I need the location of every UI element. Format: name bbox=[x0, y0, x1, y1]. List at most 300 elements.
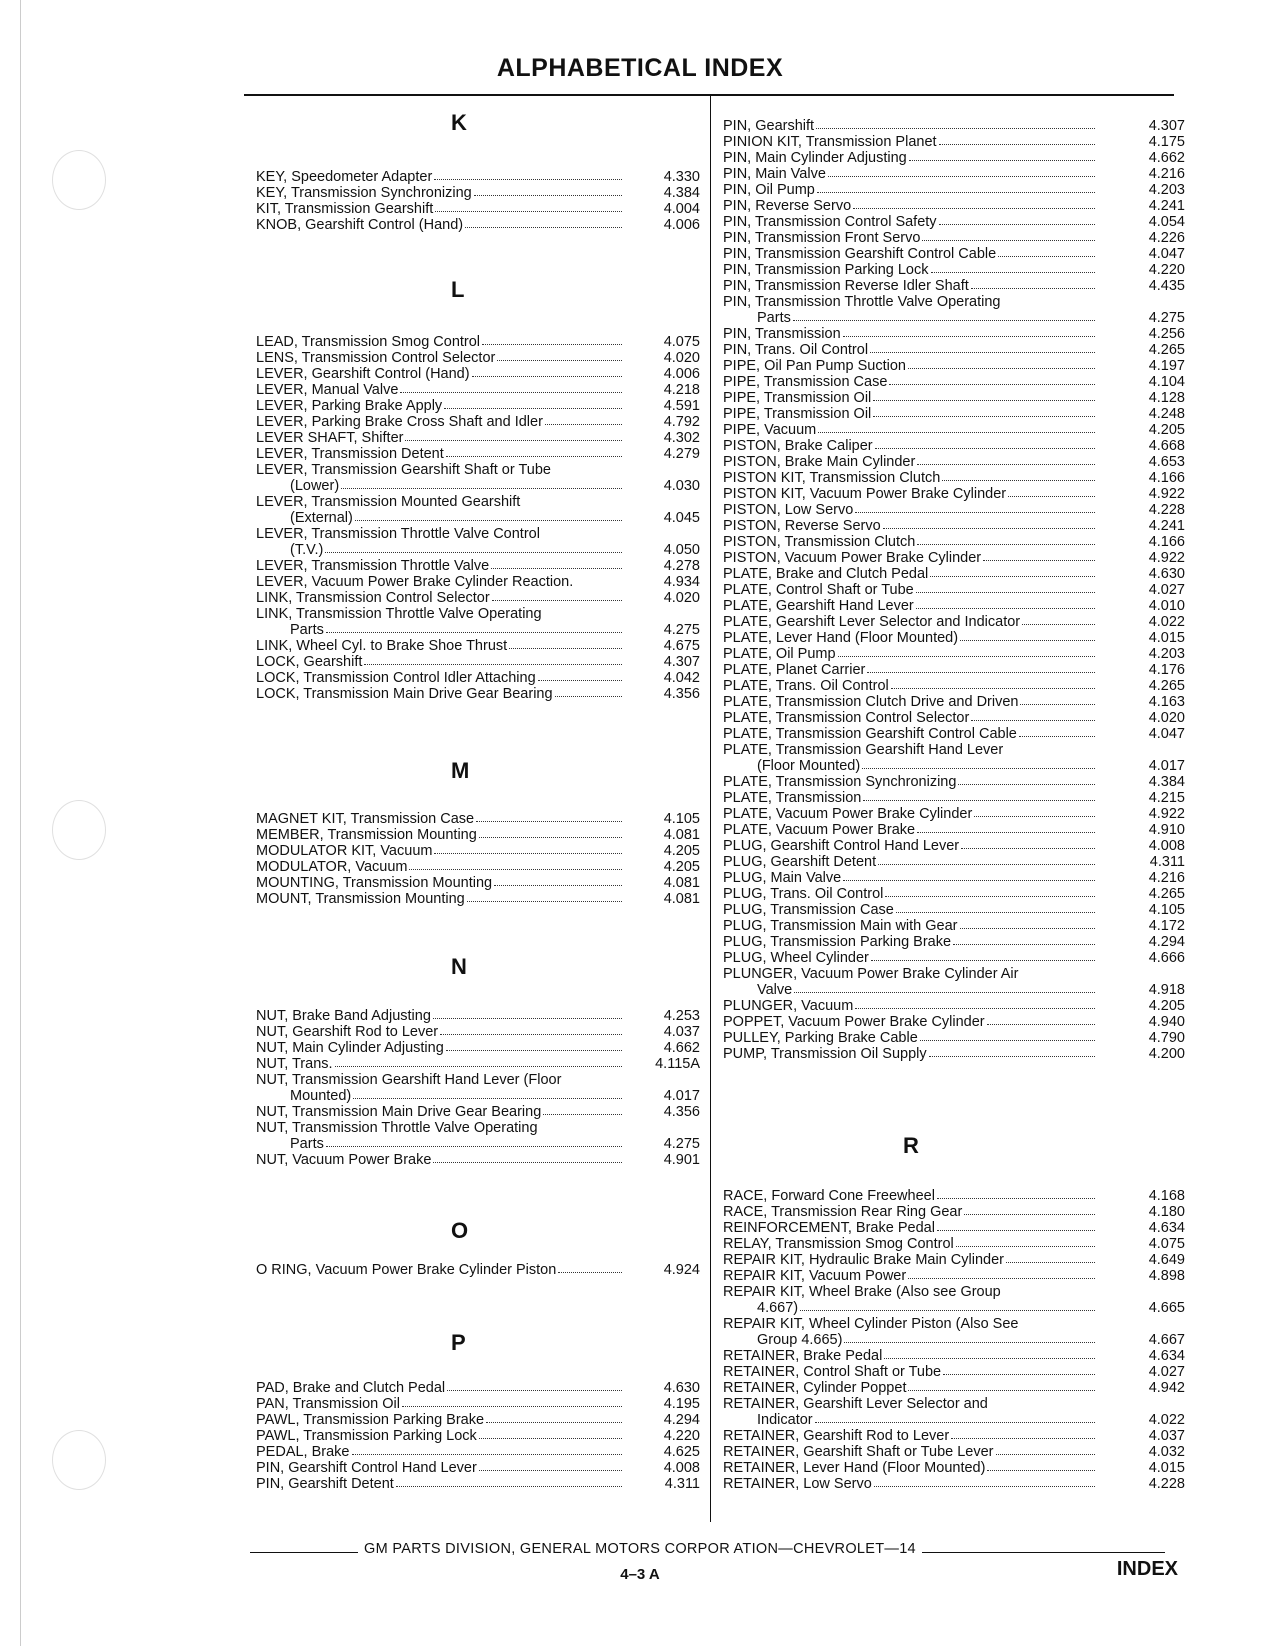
section-letter-l: L bbox=[451, 277, 465, 302]
section-letter-m: M bbox=[451, 758, 470, 783]
entry-page-ref: 4.241 bbox=[1148, 518, 1185, 534]
entry-page-ref: 4.384 bbox=[663, 185, 700, 201]
entry-page-ref: 4.275 bbox=[663, 1136, 700, 1152]
footer-text: GM PARTS DIVISION, GENERAL MOTORS CORPOR ATION—CHEVROLET—14 bbox=[358, 1541, 922, 1557]
leader-dots bbox=[943, 1374, 1095, 1375]
leader-dots bbox=[465, 227, 622, 228]
leader-dots bbox=[971, 288, 1095, 289]
index-entry bbox=[723, 550, 1185, 566]
leader-dots bbox=[996, 1454, 1095, 1455]
entry-page-ref: 4.015 bbox=[1148, 1460, 1185, 1476]
entry-text: REINFORCEMENT, Brake Pedal bbox=[723, 1220, 935, 1236]
entry-text: PISTON, Vacuum Power Brake Cylinder bbox=[723, 550, 982, 566]
leader-dots bbox=[998, 256, 1095, 257]
leader-dots bbox=[855, 512, 1095, 513]
entry-text: PLATE, Transmission Gearshift Hand Lever bbox=[723, 742, 1004, 758]
index-entry bbox=[723, 166, 1185, 182]
index-entry bbox=[723, 1380, 1185, 1396]
index-entry bbox=[256, 350, 702, 366]
leader-dots bbox=[433, 1018, 622, 1019]
entry-page-ref: 4.307 bbox=[663, 654, 700, 670]
entry-text: PISTON, Low Servo bbox=[723, 502, 854, 518]
entry-page-ref: 4.275 bbox=[663, 622, 700, 638]
leader-dots bbox=[446, 456, 622, 457]
entry-text: Parts bbox=[290, 1136, 324, 1152]
leader-dots bbox=[873, 416, 1095, 417]
entry-page-ref: 4.205 bbox=[1148, 422, 1185, 438]
entry-text: (T.V.) bbox=[290, 542, 324, 558]
entry-text: PIN, Gearshift bbox=[723, 118, 815, 134]
index-entry bbox=[723, 534, 1185, 550]
section-letter-r: R bbox=[903, 1133, 919, 1158]
entry-page-ref: 4.667 bbox=[1148, 1332, 1185, 1348]
leader-dots bbox=[352, 1454, 622, 1455]
index-entry bbox=[723, 518, 1185, 534]
entry-page-ref: 4.017 bbox=[663, 1088, 700, 1104]
leader-dots bbox=[492, 600, 622, 601]
entry-text: LEVER, Transmission Throttle Valve Control bbox=[256, 526, 540, 542]
entry-page-ref: 4.203 bbox=[1148, 182, 1185, 198]
leader-dots bbox=[818, 432, 1095, 433]
leader-dots bbox=[961, 848, 1095, 849]
entry-text: Group 4.665) bbox=[757, 1332, 843, 1348]
entry-text: PLATE, Control Shaft or Tube bbox=[723, 582, 914, 598]
entry-page-ref: 4.030 bbox=[663, 478, 700, 494]
index-entry bbox=[256, 398, 702, 414]
leader-dots bbox=[538, 680, 622, 681]
entry-page-ref: 4.625 bbox=[663, 1444, 700, 1460]
entry-page-ref: 4.630 bbox=[663, 1380, 700, 1396]
index-entry bbox=[723, 806, 1185, 822]
index-entry bbox=[723, 1316, 1185, 1332]
entry-page-ref: 4.790 bbox=[1148, 1030, 1185, 1046]
entry-text: PULLEY, Parking Brake Cable bbox=[723, 1030, 918, 1046]
leader-dots bbox=[889, 384, 1095, 385]
entry-page-ref: 4.081 bbox=[663, 827, 700, 843]
leader-dots bbox=[875, 448, 1095, 449]
entry-text: MOUNTING, Transmission Mounting bbox=[256, 875, 493, 891]
leader-dots bbox=[479, 1470, 622, 1471]
entry-page-ref: 4.942 bbox=[1148, 1380, 1185, 1396]
entry-text: PIN, Transmission Throttle Valve Operating bbox=[723, 294, 1001, 310]
index-entry bbox=[723, 1412, 1185, 1428]
leader-dots bbox=[326, 1146, 622, 1147]
leader-dots bbox=[939, 144, 1095, 145]
entry-page-ref: 4.253 bbox=[663, 1008, 700, 1024]
index-entry bbox=[256, 1428, 702, 1444]
entry-text: PLATE, Lever Hand (Floor Mounted) bbox=[723, 630, 959, 646]
entry-text: KEY, Speedometer Adapter bbox=[256, 169, 433, 185]
footer bbox=[0, 1541, 1280, 1557]
leader-dots bbox=[341, 488, 622, 489]
section-label: INDEX bbox=[1116, 1558, 1178, 1580]
section-letter-o: O bbox=[451, 1218, 469, 1243]
index-entry bbox=[723, 326, 1185, 342]
index-entry bbox=[723, 614, 1185, 630]
entry-text: PIN, Main Valve bbox=[723, 166, 826, 182]
entry-text: PLUG, Wheel Cylinder bbox=[723, 950, 869, 966]
index-entry bbox=[723, 1046, 1185, 1062]
index-entry bbox=[256, 494, 702, 510]
entry-text: LOCK, Gearshift bbox=[256, 654, 363, 670]
punch-hole bbox=[52, 800, 106, 860]
leader-dots bbox=[494, 885, 622, 886]
entry-page-ref: 4.934 bbox=[663, 574, 700, 590]
index-entry bbox=[256, 1040, 702, 1056]
index-entry bbox=[256, 670, 702, 686]
index-entry bbox=[256, 542, 702, 558]
entry-page-ref: 4.105 bbox=[663, 811, 700, 827]
leader-dots bbox=[964, 1214, 1095, 1215]
index-entry bbox=[723, 886, 1185, 902]
entry-text: PIPE, Transmission Case bbox=[723, 374, 888, 390]
entry-text: PIPE, Transmission Oil bbox=[723, 390, 872, 406]
index-entry bbox=[256, 1136, 702, 1152]
entry-text: REPAIR KIT, Vacuum Power bbox=[723, 1268, 907, 1284]
entry-text: Parts bbox=[290, 622, 324, 638]
index-entry bbox=[723, 470, 1185, 486]
leader-dots bbox=[497, 360, 622, 361]
entry-page-ref: 4.256 bbox=[1148, 326, 1185, 342]
leader-dots bbox=[974, 816, 1095, 817]
entry-page-ref: 4.634 bbox=[1148, 1348, 1185, 1364]
leader-dots bbox=[937, 1198, 1095, 1199]
entry-text: PLATE, Transmission bbox=[723, 790, 862, 806]
entry-text: LEVER, Vacuum Power Brake Cylinder Reaction. bbox=[256, 574, 574, 590]
entry-text: Parts bbox=[757, 310, 791, 326]
leader-dots bbox=[817, 192, 1095, 193]
leader-dots bbox=[896, 912, 1095, 913]
section-letter-n: N bbox=[451, 954, 467, 979]
leader-dots bbox=[1006, 1262, 1095, 1263]
entry-text: PIN, Transmission Control Safety bbox=[723, 214, 937, 230]
leader-dots bbox=[883, 528, 1095, 529]
index-entry bbox=[723, 150, 1185, 166]
index-entry bbox=[723, 1460, 1185, 1476]
leader-dots bbox=[855, 1008, 1095, 1009]
index-entry bbox=[723, 1188, 1185, 1204]
entry-text: RETAINER, Low Servo bbox=[723, 1476, 872, 1492]
entry-text: PISTON, Reverse Servo bbox=[723, 518, 881, 534]
index-entry bbox=[256, 1008, 702, 1024]
index-entry bbox=[256, 1088, 702, 1104]
leader-dots bbox=[558, 1272, 622, 1273]
entry-text: RELAY, Transmission Smog Control bbox=[723, 1236, 954, 1252]
entry-page-ref: 4.008 bbox=[1148, 838, 1185, 854]
entry-text: RETAINER, Lever Hand (Floor Mounted) bbox=[723, 1460, 986, 1476]
entry-page-ref: 4.330 bbox=[663, 169, 700, 185]
index-entry bbox=[723, 454, 1185, 470]
leader-dots bbox=[479, 837, 622, 838]
entry-page-ref: 4.226 bbox=[1148, 230, 1185, 246]
entry-page-ref: 4.435 bbox=[1148, 278, 1185, 294]
column-divider bbox=[710, 96, 711, 1522]
index-entry bbox=[723, 838, 1185, 854]
entry-text: PLUG, Transmission Parking Brake bbox=[723, 934, 952, 950]
entry-text: PLATE, Planet Carrier bbox=[723, 662, 866, 678]
entry-text: PLATE, Vacuum Power Brake Cylinder bbox=[723, 806, 973, 822]
entry-page-ref: 4.054 bbox=[1148, 214, 1185, 230]
entry-page-ref: 4.172 bbox=[1148, 918, 1185, 934]
index-entry bbox=[723, 374, 1185, 390]
leader-dots bbox=[474, 195, 622, 196]
entry-text: PLATE, Trans. Oil Control bbox=[723, 678, 889, 694]
entry-page-ref: 4.922 bbox=[1148, 486, 1185, 502]
entry-page-ref: 4.311 bbox=[664, 1476, 700, 1492]
index-entry bbox=[256, 1460, 702, 1476]
leader-dots bbox=[870, 352, 1095, 353]
index-entry bbox=[723, 1348, 1185, 1364]
index-entry bbox=[723, 214, 1185, 230]
entry-page-ref: 4.081 bbox=[663, 875, 700, 891]
leader-dots bbox=[402, 1406, 622, 1407]
index-entry bbox=[723, 854, 1185, 870]
leader-dots bbox=[942, 480, 1095, 481]
entry-text: PIN, Gearshift Detent bbox=[256, 1476, 394, 1492]
entry-page-ref: 4.022 bbox=[1148, 1412, 1185, 1428]
leader-dots bbox=[931, 272, 1095, 273]
entry-text: (External) bbox=[290, 510, 353, 526]
entry-text: RETAINER, Gearshift Rod to Lever bbox=[723, 1428, 950, 1444]
entry-text: PAD, Brake and Clutch Pedal bbox=[256, 1380, 446, 1396]
entry-text: MOUNT, Transmission Mounting bbox=[256, 891, 465, 907]
entry-text: PLUG, Gearshift Detent bbox=[723, 854, 877, 870]
index-entry bbox=[723, 662, 1185, 678]
leader-dots bbox=[793, 320, 1095, 321]
leader-dots bbox=[555, 696, 622, 697]
index-entry bbox=[256, 859, 702, 875]
index-entry bbox=[723, 902, 1185, 918]
entry-page-ref: 4.203 bbox=[1148, 646, 1185, 662]
entry-page-ref: 4.311 bbox=[1149, 854, 1185, 870]
entry-page-ref: 4.922 bbox=[1148, 550, 1185, 566]
leader-dots bbox=[867, 672, 1095, 673]
index-entry bbox=[723, 1364, 1185, 1380]
entry-page-ref: 4.384 bbox=[1148, 774, 1185, 790]
entry-page-ref: 4.115A bbox=[655, 1056, 700, 1072]
entry-page-ref: 4.047 bbox=[1148, 726, 1185, 742]
leader-dots bbox=[1020, 704, 1095, 705]
entry-page-ref: 4.215 bbox=[1148, 790, 1185, 806]
entry-text: PIPE, Transmission Oil bbox=[723, 406, 872, 422]
entry-page-ref: 4.216 bbox=[1148, 166, 1185, 182]
leader-dots bbox=[440, 1034, 622, 1035]
entry-text: PLUG, Transmission Case bbox=[723, 902, 894, 918]
entry-text: PIPE, Oil Pan Pump Suction bbox=[723, 358, 906, 374]
index-entry bbox=[723, 758, 1185, 774]
entry-page-ref: 4.924 bbox=[663, 1262, 700, 1278]
entry-text: LEVER, Transmission Gearshift Shaft or Tube bbox=[256, 462, 551, 478]
entry-text: PIN, Gearshift Control Hand Lever bbox=[256, 1460, 477, 1476]
index-entry bbox=[723, 966, 1185, 982]
index-entry bbox=[256, 366, 702, 382]
index-entry bbox=[256, 478, 702, 494]
entry-text: PISTON KIT, Vacuum Power Brake Cylinder bbox=[723, 486, 1007, 502]
index-entry bbox=[256, 510, 702, 526]
leader-dots bbox=[444, 408, 622, 409]
leader-dots bbox=[364, 664, 622, 665]
index-entry bbox=[723, 134, 1185, 150]
entry-page-ref: 4.307 bbox=[1148, 118, 1185, 134]
entry-page-ref: 4.004 bbox=[663, 201, 700, 217]
entry-text: RETAINER, Control Shaft or Tube bbox=[723, 1364, 942, 1380]
entry-text: PIN, Main Cylinder Adjusting bbox=[723, 150, 907, 166]
index-entry bbox=[723, 582, 1185, 598]
entry-text: (Floor Mounted) bbox=[757, 758, 861, 774]
index-entry bbox=[256, 1444, 702, 1460]
leader-dots bbox=[396, 1486, 622, 1487]
index-entry bbox=[256, 558, 702, 574]
entry-text: RACE, Transmission Rear Ring Gear bbox=[723, 1204, 963, 1220]
leader-dots bbox=[987, 1024, 1095, 1025]
index-entry bbox=[723, 870, 1185, 886]
punch-hole bbox=[52, 150, 106, 210]
index-entry bbox=[723, 1204, 1185, 1220]
leader-dots bbox=[937, 1230, 1095, 1231]
entry-page-ref: 4.294 bbox=[1148, 934, 1185, 950]
leader-dots bbox=[917, 832, 1095, 833]
entry-text: LEVER, Gearshift Control (Hand) bbox=[256, 366, 470, 382]
index-entry bbox=[256, 1262, 702, 1278]
entry-page-ref: 4.205 bbox=[1148, 998, 1185, 1014]
entry-text: PLATE, Transmission Gearshift Control Cable bbox=[723, 726, 1017, 742]
entry-page-ref: 4.662 bbox=[1148, 150, 1185, 166]
entry-page-ref: 4.105 bbox=[1148, 902, 1185, 918]
entry-page-ref: 4.922 bbox=[1148, 806, 1185, 822]
index-entry bbox=[256, 1120, 702, 1136]
leader-dots bbox=[884, 1358, 1095, 1359]
entry-text: PIN, Oil Pump bbox=[723, 182, 815, 198]
entry-text: PISTON, Brake Caliper bbox=[723, 438, 873, 454]
leader-dots bbox=[916, 608, 1095, 609]
leader-dots bbox=[434, 853, 622, 854]
entry-page-ref: 4.918 bbox=[1148, 982, 1185, 998]
entry-text: RETAINER, Cylinder Poppet bbox=[723, 1380, 907, 1396]
leader-dots bbox=[335, 1066, 622, 1067]
entry-page-ref: 4.020 bbox=[663, 590, 700, 606]
leader-dots bbox=[873, 400, 1095, 401]
index-entry bbox=[723, 1284, 1185, 1300]
entry-text: LEVER, Parking Brake Cross Shaft and Idler bbox=[256, 414, 543, 430]
entry-page-ref: 4.665 bbox=[1148, 1300, 1185, 1316]
title-rule bbox=[244, 94, 1174, 96]
page-number: 4–3 A bbox=[620, 1566, 660, 1583]
entry-text: MODULATOR, Vacuum bbox=[256, 859, 408, 875]
leader-dots bbox=[1019, 736, 1095, 737]
entry-text: PLUG, Gearshift Control Hand Lever bbox=[723, 838, 960, 854]
index-entry bbox=[723, 1030, 1185, 1046]
entry-page-ref: 4.168 bbox=[1148, 1188, 1185, 1204]
leader-dots bbox=[476, 821, 622, 822]
leader-dots bbox=[917, 544, 1095, 545]
index-entry bbox=[256, 217, 702, 233]
index-entry bbox=[723, 342, 1185, 358]
entry-page-ref: 4.940 bbox=[1148, 1014, 1185, 1030]
entry-text: PLUG, Transmission Main with Gear bbox=[723, 918, 958, 934]
index-entry bbox=[723, 1268, 1185, 1284]
index-entry bbox=[723, 950, 1185, 966]
index-entry bbox=[256, 654, 702, 670]
entry-page-ref: 4.010 bbox=[1148, 598, 1185, 614]
leader-dots bbox=[878, 864, 1095, 865]
entry-page-ref: 4.205 bbox=[663, 859, 700, 875]
index-entry bbox=[723, 982, 1185, 998]
entry-text: LEVER, Transmission Throttle Valve bbox=[256, 558, 490, 574]
entry-text: RETAINER, Brake Pedal bbox=[723, 1348, 883, 1364]
leader-dots bbox=[816, 128, 1095, 129]
entry-page-ref: 4.220 bbox=[663, 1428, 700, 1444]
entry-page-ref: 4.666 bbox=[1148, 950, 1185, 966]
entry-text: PLUG, Trans. Oil Control bbox=[723, 886, 884, 902]
index-entry bbox=[723, 438, 1185, 454]
index-entry bbox=[723, 918, 1185, 934]
entry-page-ref: 4.075 bbox=[663, 334, 700, 350]
leader-dots bbox=[909, 160, 1095, 161]
entry-page-ref: 4.180 bbox=[1148, 1204, 1185, 1220]
entry-text: PAN, Transmission Oil bbox=[256, 1396, 400, 1412]
entry-text: PLATE, Transmission Control Selector bbox=[723, 710, 970, 726]
entry-text: PIN, Transmission Front Servo bbox=[723, 230, 921, 246]
index-entry bbox=[256, 590, 702, 606]
index-entry bbox=[256, 1104, 702, 1120]
entry-text: PLUG, Main Valve bbox=[723, 870, 842, 886]
index-entry bbox=[256, 622, 702, 638]
entry-page-ref: 4.241 bbox=[1148, 198, 1185, 214]
entry-page-ref: 4.279 bbox=[663, 446, 700, 462]
index-entry bbox=[723, 502, 1185, 518]
index-entry bbox=[723, 1332, 1185, 1348]
leader-dots bbox=[435, 211, 622, 212]
entry-text: PLUNGER, Vacuum Power Brake Cylinder Air bbox=[723, 966, 1019, 982]
entry-page-ref: 4.275 bbox=[1148, 310, 1185, 326]
index-entry bbox=[256, 843, 702, 859]
entry-page-ref: 4.197 bbox=[1148, 358, 1185, 374]
index-entry bbox=[723, 646, 1185, 662]
entry-text: RETAINER, Gearshift Shaft or Tube Lever bbox=[723, 1444, 994, 1460]
entry-page-ref: 4.081 bbox=[663, 891, 700, 907]
leader-dots bbox=[467, 901, 622, 902]
index-entry bbox=[723, 422, 1185, 438]
index-entry bbox=[723, 1252, 1185, 1268]
leader-dots bbox=[472, 376, 622, 377]
entry-page-ref: 4.205 bbox=[663, 843, 700, 859]
leader-dots bbox=[400, 392, 622, 393]
entry-page-ref: 4.901 bbox=[663, 1152, 700, 1168]
leader-dots bbox=[794, 992, 1095, 993]
entry-text: MAGNET KIT, Transmission Case bbox=[256, 811, 475, 827]
leader-dots bbox=[874, 1486, 1095, 1487]
entry-text: 4.667) bbox=[757, 1300, 799, 1316]
entry-page-ref: 4.050 bbox=[663, 542, 700, 558]
index-entry bbox=[723, 1014, 1185, 1030]
entry-text: NUT, Transmission Main Drive Gear Bearing bbox=[256, 1104, 542, 1120]
entry-text: PAWL, Transmission Parking Brake bbox=[256, 1412, 485, 1428]
index-entry bbox=[723, 486, 1185, 502]
entry-page-ref: 4.128 bbox=[1148, 390, 1185, 406]
entry-page-ref: 4.175 bbox=[1148, 134, 1185, 150]
entry-text: LEVER, Parking Brake Apply bbox=[256, 398, 443, 414]
leader-dots bbox=[447, 1390, 622, 1391]
entry-text: NUT, Main Cylinder Adjusting bbox=[256, 1040, 444, 1056]
leader-dots bbox=[920, 1040, 1095, 1041]
entry-page-ref: 4.166 bbox=[1148, 534, 1185, 550]
entry-page-ref: 4.020 bbox=[1148, 710, 1185, 726]
entry-text: PIN, Transmission Parking Lock bbox=[723, 262, 929, 278]
index-entry bbox=[723, 822, 1185, 838]
index-entry bbox=[723, 230, 1185, 246]
entry-text: PISTON, Transmission Clutch bbox=[723, 534, 916, 550]
index-entry bbox=[723, 358, 1185, 374]
